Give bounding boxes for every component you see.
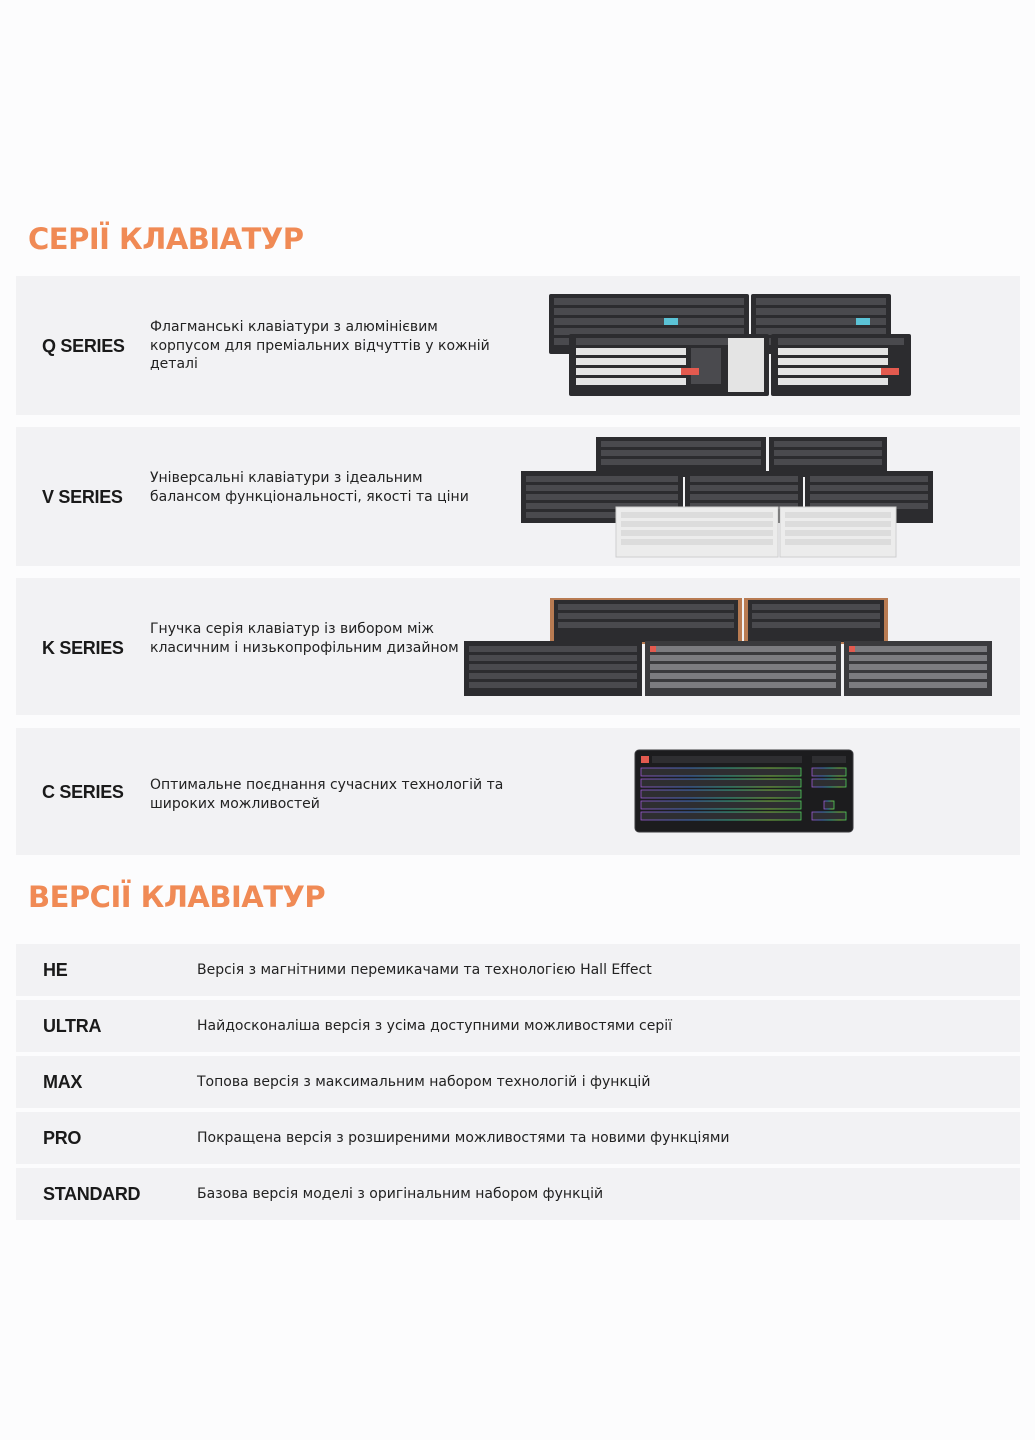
version-name: ULTRA [43,1016,102,1036]
keyboard-white-2 [780,507,896,557]
version-row-standard [16,1168,1020,1220]
series-description: Флагманські клавіатури з алюмінієвим корпусом для преміальних відчуттів у кожній деталі [150,319,490,372]
keyboard-white-1 [616,507,778,557]
keyboard-lowprofile-dark [464,641,642,696]
v-series-keyboards-image [521,435,941,559]
k-series-keyboards-image [464,596,996,698]
series-description: Універсальні клавіатури з ідеальним балансом функціональності, якості та ціни [150,470,469,505]
keyboard-lowprofile-grey-2 [844,641,992,696]
version-name: STANDARD [43,1184,141,1204]
version-name: MAX [43,1072,83,1092]
keyboard-wood-2 [744,598,888,644]
keyboard-lowprofile-grey-1 [645,641,841,696]
version-description: Покращена версія з розширеними можливостями та новими функціями [197,1130,730,1146]
version-row-max [16,1056,1020,1108]
keyboard-light-1 [569,334,769,396]
versions-section-title: ВЕРСІЇ КЛАВІАТУР [28,880,326,914]
keyboard-light-2 [771,334,911,396]
series-name: K SERIES [42,638,124,658]
version-description: Найдосконаліша версія з усіма доступними можливостями серії [197,1018,673,1034]
version-name: PRO [43,1128,82,1148]
series-name: V SERIES [42,487,123,507]
c-series-keyboard-rgb-image [634,748,856,834]
version-name: HE [43,960,68,980]
version-description: Базова версія моделі з оригінальним набором функцій [197,1186,604,1202]
version-row-ultra [16,1000,1020,1052]
series-section-title: СЕРІЇ КЛАВІАТУР [28,222,304,256]
series-card-c [16,728,1020,855]
version-row-pro [16,1112,1020,1164]
keyboard-wood-1 [550,598,742,644]
series-card-k [16,578,1020,715]
q-series-keyboards-image [546,290,926,400]
version-description: Топова версія з максимальним набором технологій і функцій [197,1074,651,1090]
series-card-q [16,276,1020,415]
series-card-v [16,427,1020,566]
version-description: Версія з магнітними перемикачами та технологією Hall Effect [197,962,652,978]
series-description: Оптимальне поєднання сучасних технологій та широких можливостей [150,777,504,812]
series-name: C SERIES [42,782,124,802]
series-description: Гнучка серія клавіатур із вибором між класичним і низькопрофільним дизайном [150,621,459,656]
series-name: Q SERIES [42,336,125,356]
version-row-he [16,944,1020,996]
